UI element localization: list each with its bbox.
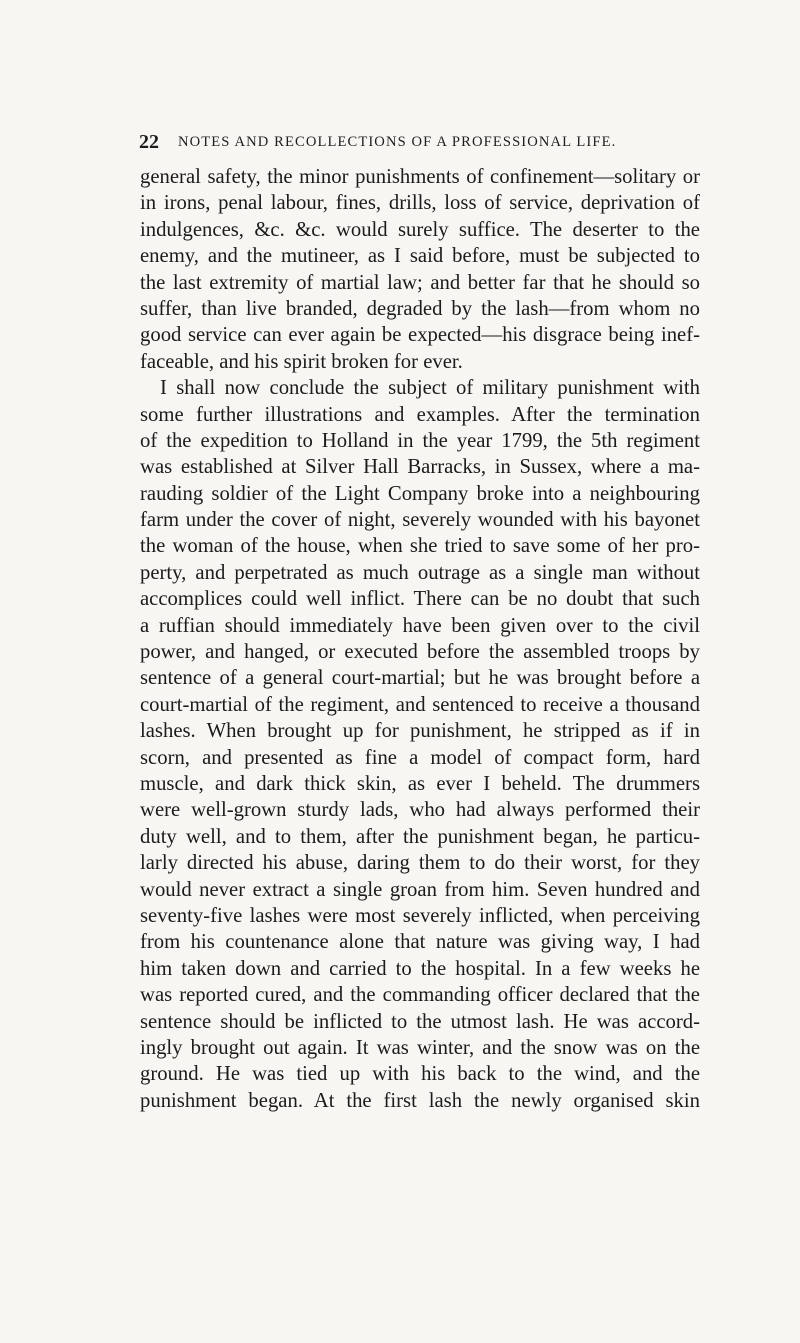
text-line: power, and hanged, or executed before the assembled troops by	[140, 641, 700, 664]
text-line: were well-grown sturdy lads, who had always performed their	[140, 799, 700, 822]
text-line: enemy, and the mutineer, as I said before, must be subjected to	[140, 245, 700, 268]
text-line: suffer, than live branded, degraded by the lash—from whom no	[140, 297, 700, 320]
body-text	[140, 164, 700, 1114]
text-line: the last extremity of martial law; and better far that he should so	[140, 271, 700, 294]
text-line: rauding soldier of the Light Company broke into a neighbouring	[140, 482, 700, 505]
text-line: him taken down and carried to the hospital. In a few weeks he	[140, 957, 700, 980]
running-head-title: NOTES AND RECOLLECTIONS OF A PROFESSIONAL LIFE.	[178, 134, 617, 150]
paragraph-start-line: I shall now conclude the subject of military punishment with	[160, 377, 700, 400]
text-line: indulgences, &c. &c. would surely suffice. The deserter to the	[140, 218, 700, 241]
text-line: good service can ever again be expected—his disgrace being inef-	[140, 324, 700, 347]
text-line: larly directed his abuse, daring them to do their worst, for they	[140, 852, 700, 875]
text-line: from his countenance alone that nature was giving way, I had	[140, 931, 700, 954]
text-line: general safety, the minor punishments of confinement—solitary or	[140, 166, 700, 188]
text-line: a ruffian should immediately have been given over to the civil	[140, 614, 700, 637]
text-line: sentence should be inflicted to the utmost lash. He was accord-	[140, 1010, 700, 1033]
text-line: seventy-five lashes were most severely inflicted, when perceiving	[140, 904, 700, 927]
page-number: 22	[139, 131, 159, 153]
text-line: scorn, and presented as fine a model of compact form, hard	[140, 746, 700, 769]
text-line: punishment began. At the first lash the newly organised skin	[140, 1089, 700, 1112]
text-line: muscle, and dark thick skin, as ever I beheld. The drummers	[140, 772, 700, 795]
text-line: court-martial of the regiment, and sentenced to receive a thousand	[140, 693, 700, 716]
text-line: some further illustrations and examples. After the termination	[140, 403, 700, 426]
text-line: accomplices could well inflict. There can be no doubt that such	[140, 588, 700, 611]
running-head	[139, 131, 699, 155]
text-line: of the expedition to Holland in the year 1799, the 5th regiment	[140, 429, 700, 452]
text-line: duty well, and to them, after the punishment began, he particu-	[140, 825, 700, 848]
text-line: lashes. When brought up for punishment, he stripped as if in	[140, 720, 700, 743]
text-line: was established at Silver Hall Barracks, in Sussex, where a ma-	[140, 456, 700, 479]
text-line: ground. He was tied up with his back to the wind, and the	[140, 1063, 700, 1086]
paragraph-end-line: faceable, and his spirit broken for ever.	[140, 350, 463, 373]
text-line: the woman of the house, when she tried to save some of her pro-	[140, 535, 700, 558]
text-line: would never extract a single groan from him. Seven hundred and	[140, 878, 700, 901]
text-line: farm under the cover of night, severely wounded with his bayonet	[140, 509, 700, 532]
text-line: ingly brought out again. It was winter, and the snow was on the	[140, 1036, 700, 1059]
text-line: in irons, penal labour, fines, drills, loss of service, deprivation of	[140, 192, 700, 215]
text-line: sentence of a general court-martial; but he was brought before a	[140, 667, 700, 690]
text-line: perty, and perpetrated as much outrage as a single man without	[140, 561, 700, 584]
text-line: was reported cured, and the commanding officer declared that the	[140, 984, 700, 1007]
